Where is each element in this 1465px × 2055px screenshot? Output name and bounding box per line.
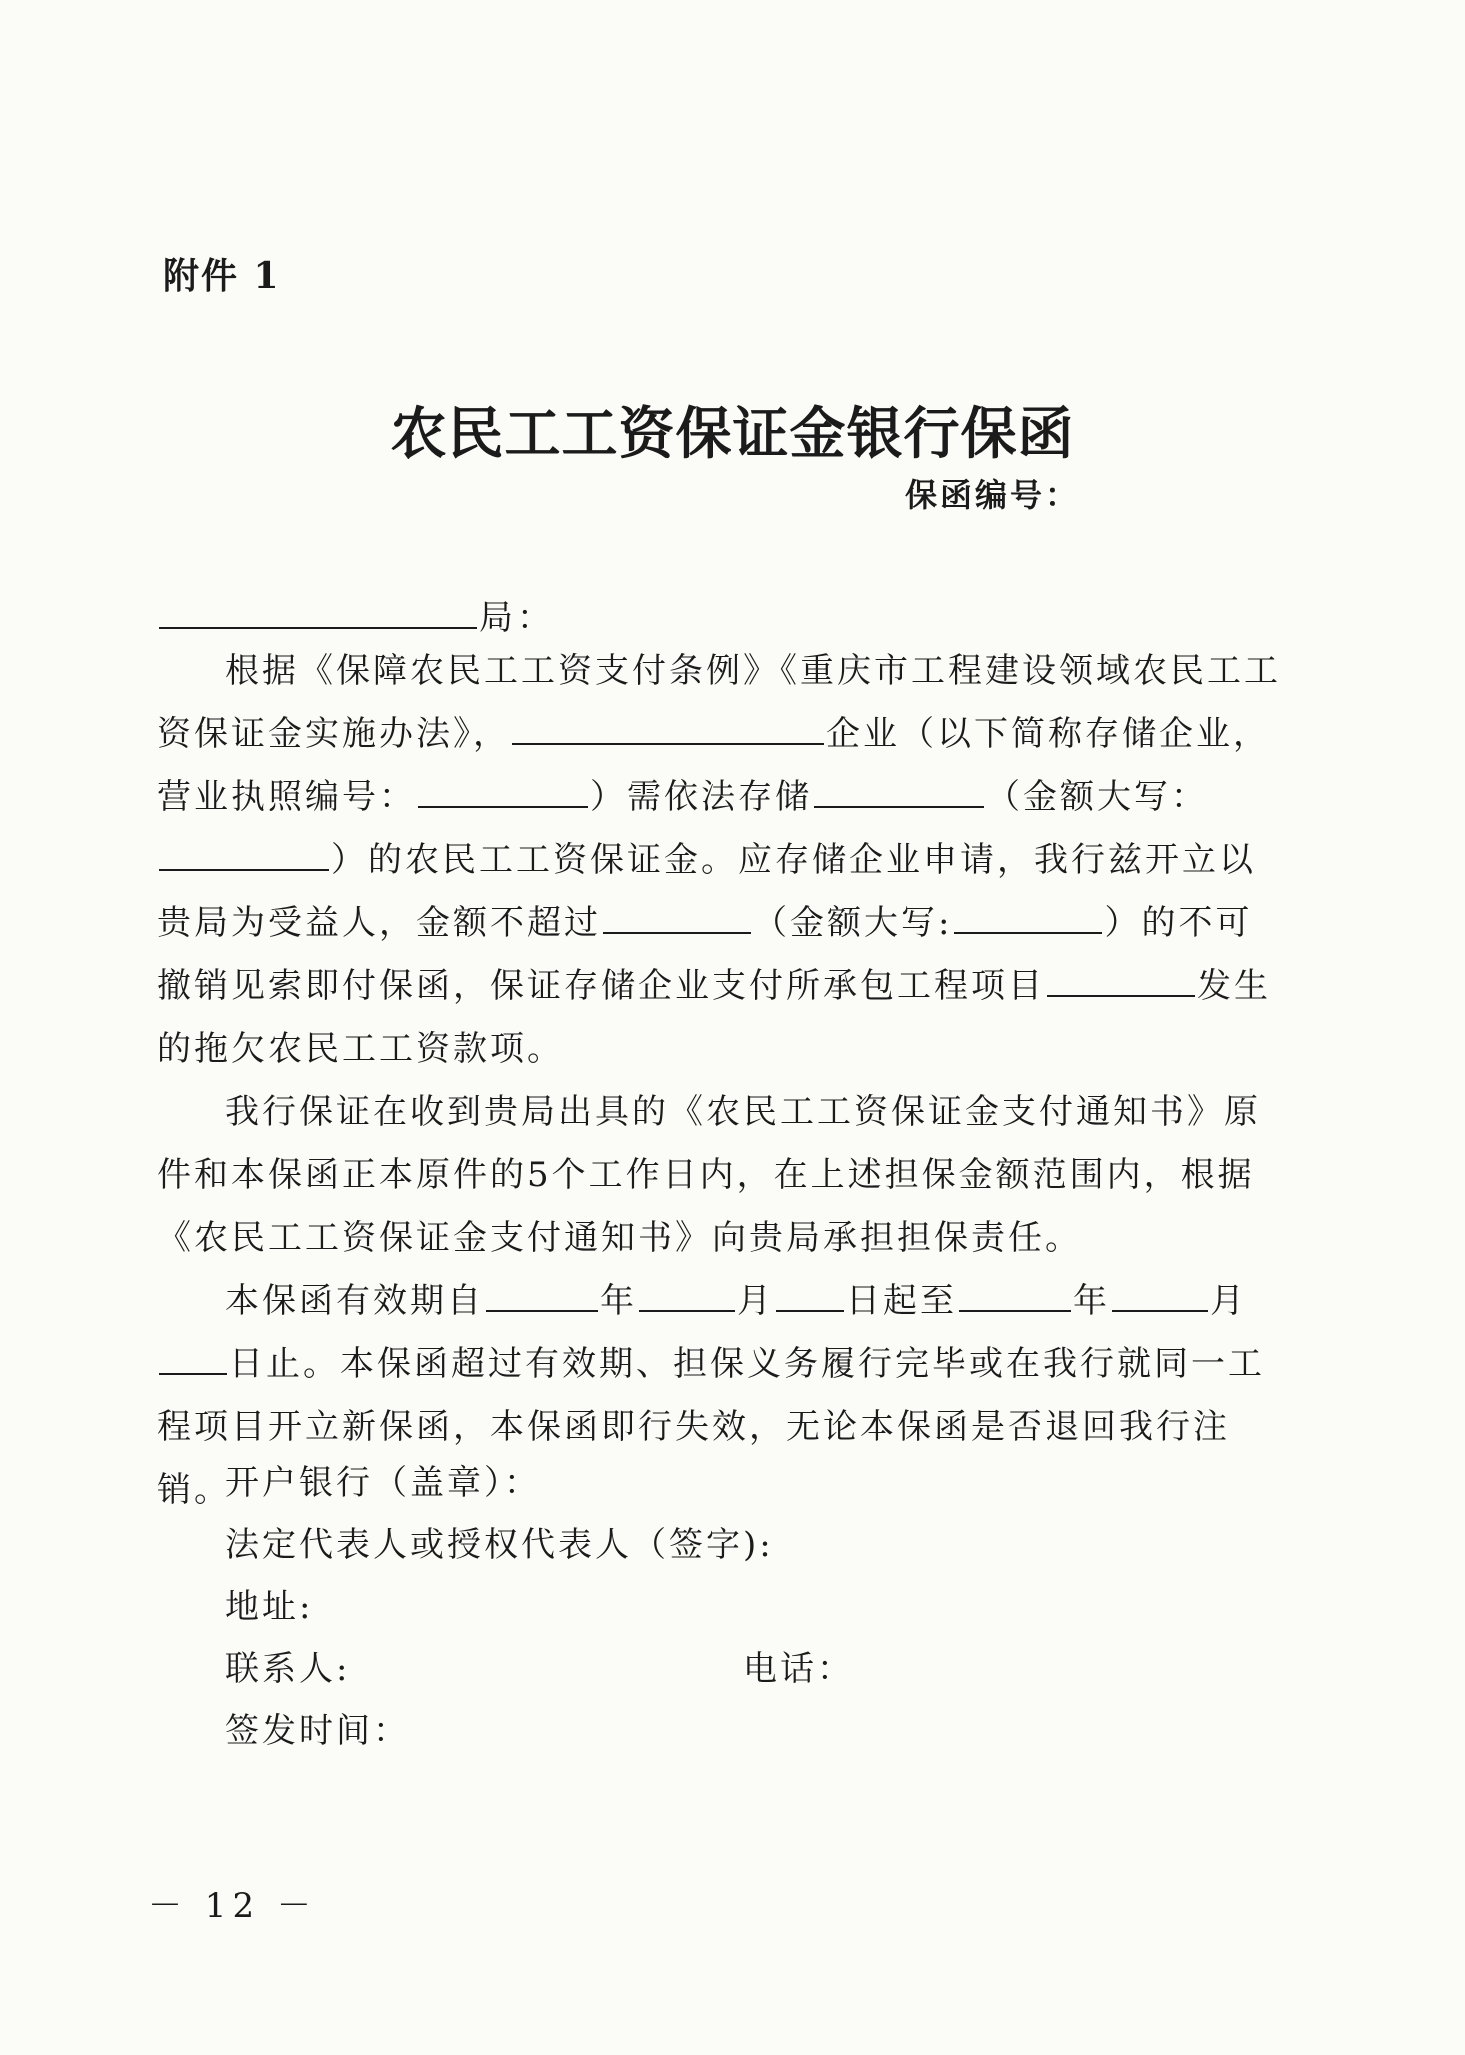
contact-label: 联系人: — [225, 1649, 351, 1689]
para1-text-7: ）的不可撤销见索即付保函，保证存储企业支付所承包工程项目 — [157, 903, 1253, 1006]
validity-prefix: 本保函有效期自 — [225, 1281, 484, 1321]
start-month-blank — [639, 1276, 735, 1312]
license-number-blank — [418, 772, 588, 808]
para1-text-5: ）的农民工工资保证金。应存储企业申请，我行兹开立以贵局为受益人，金额不超过 — [157, 840, 1256, 943]
deposit-amount-blank — [814, 772, 984, 808]
validity-rest: 本保函超过有效期、担保义务履行完毕或在我行就同一工程项目开立新保函，本保函即行失效，无论本保函是否退回我行注销。 — [157, 1344, 1265, 1510]
deposit-amount-words-blank — [159, 835, 329, 871]
end-year-label: 年 — [1073, 1281, 1110, 1321]
addressee-blank — [159, 593, 477, 629]
start-day-label: 日 — [846, 1281, 883, 1321]
letter-body — [157, 640, 1287, 1522]
project-name-blank — [1047, 961, 1195, 997]
end-month-label: 月 — [1210, 1281, 1247, 1321]
para1-text-1: 根据《保障农民工工资支付条例》《重庆市工程建设领域农民工工资保证金实施办法》， — [157, 651, 1281, 754]
address-label: 地址: — [225, 1587, 314, 1627]
end-day-blank — [159, 1339, 227, 1375]
paragraph-basis — [157, 640, 1287, 1081]
para1-text-2: 企业（以下简称存储企业，营业执照编号： — [157, 714, 1270, 817]
addressee-line — [157, 590, 555, 639]
bank-seal-label: 开户银行（盖章）： — [225, 1463, 541, 1503]
page-number: － 12 － — [148, 1886, 317, 1926]
issue-date-label: 签发时间： — [225, 1711, 410, 1751]
from-to-label: 起至 — [883, 1281, 957, 1321]
start-year-blank — [486, 1276, 598, 1312]
representative-label: 法定代表人或授权代表人（签字): — [225, 1525, 774, 1565]
addressee-suffix: 局： — [479, 598, 555, 638]
para1-text-6: （金额大写: — [753, 903, 953, 943]
enterprise-name-blank — [512, 709, 824, 745]
start-year-label: 年 — [600, 1281, 637, 1321]
max-amount-words-blank — [954, 898, 1102, 934]
stop-label: 止。 — [266, 1344, 340, 1384]
start-day-blank — [776, 1276, 844, 1312]
guarantee-number-label: 保函编号： — [905, 476, 1081, 514]
annex-label: 附件 1 — [163, 255, 281, 297]
end-day-label: 日 — [229, 1344, 266, 1384]
end-year-blank — [959, 1276, 1071, 1312]
contact-row — [225, 1638, 854, 1700]
end-month-blank — [1112, 1276, 1208, 1312]
start-month-label: 月 — [737, 1281, 774, 1321]
para1-text-3: ）需依法存储 — [590, 777, 812, 817]
para1-text-8: 发生的拖欠农民工工资款项。 — [157, 966, 1271, 1069]
para1-text-4: （金额大写： — [986, 777, 1208, 817]
paragraph-guarantee: 我行保证在收到贵局出具的《农民工工资保证金支付通知书》原件和本保函正本原件的5个工作日内，在上述担保金额范围内，根据《农民工工资保证金支付通知书》向贵局承担担保责任。 — [157, 1092, 1261, 1258]
document-title: 农民工工资保证金银行保函 — [390, 401, 1075, 467]
signature-block — [225, 1452, 854, 1762]
max-amount-blank — [603, 898, 751, 934]
phone-label: 电话： — [743, 1649, 854, 1689]
